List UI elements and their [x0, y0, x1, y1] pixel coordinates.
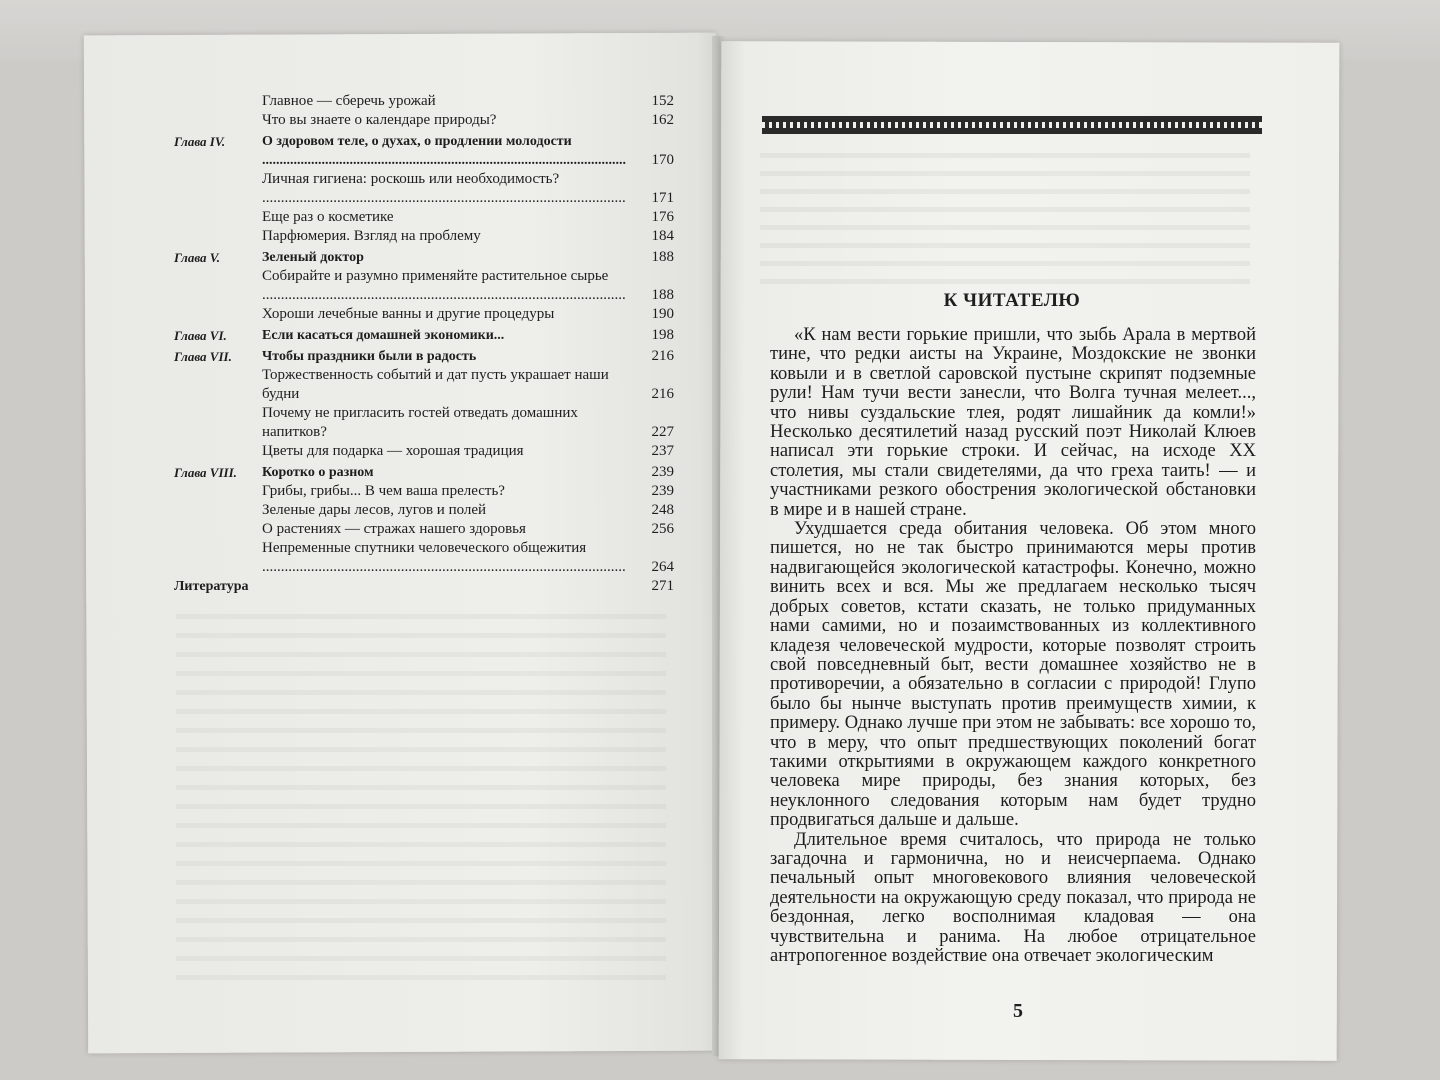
toc-page-number: 248: [651, 502, 674, 518]
toc-entry: [174, 404, 674, 442]
toc-page-number: 237: [651, 443, 674, 459]
toc-leader-dots: [262, 153, 626, 168]
article-body: [770, 326, 1256, 966]
toc-entry: [174, 92, 674, 111]
toc-entry-title: Личная гигиена: роскошь или необходимость?: [262, 171, 560, 187]
decorative-header-border: [762, 116, 1262, 134]
toc-entry-title: Грибы, грибы... В чем ваша прелесть?: [262, 483, 505, 499]
toc-leader-dots: [262, 287, 626, 303]
toc-page-number: 256: [651, 521, 674, 537]
toc-page-number: 162: [651, 112, 674, 128]
toc-entry-title: Цветы для подарка — хорошая традиция: [262, 443, 524, 459]
toc-entry-title: Еще раз о косметике: [262, 209, 394, 225]
toc-entry: [174, 111, 674, 130]
toc-entry-title: Хороши лечебные ванны и другие процедуры: [262, 306, 555, 322]
toc-entry: [174, 267, 674, 305]
toc-entry: [174, 227, 674, 246]
toc-page-number: 176: [651, 209, 674, 225]
toc-entry: [174, 347, 674, 366]
toc-page-number: 216: [651, 386, 674, 402]
toc-entry: [174, 305, 674, 324]
toc-chapter-label: Глава V.: [174, 250, 221, 265]
toc-entry: [174, 248, 674, 267]
toc-entry: [174, 577, 674, 596]
toc-entry-title: О растениях — стражах нашего здоровья: [262, 521, 526, 537]
toc-entry-title: О здоровом теле, о духах, о продлении молодости: [262, 134, 572, 149]
toc-entry-title: Парфюмерия. Взгляд на проблему: [262, 228, 481, 244]
article-paragraph: Длительное время считалось, что природа не только загадочна и гармонична, но и неисчерпаема. Однако печальный опыт многовекового влияния человеческой деятельности на окружающую среду показал, что природа не бездонная, легко восполнимая кладовая — она чувствительна и ранима. На любое отрицательное антропогенное воздействие она отвечает экологическим: [770, 829, 1256, 966]
toc-page-number: 188: [651, 249, 674, 265]
toc-page-number: 216: [651, 348, 674, 364]
toc-entry: [174, 463, 674, 482]
toc-page-number: 271: [651, 578, 674, 594]
toc-page-number: 171: [651, 190, 674, 206]
toc-entry: [174, 170, 674, 208]
toc-entry-title: Зеленый доктор: [262, 250, 364, 265]
toc-leader-dots: [262, 559, 626, 575]
toc-entry: [174, 326, 674, 345]
toc-page-number: 170: [651, 152, 674, 168]
toc-entry: [174, 539, 674, 577]
toc-entry: [174, 442, 674, 461]
toc-page-number: 198: [651, 327, 674, 343]
toc-chapter-label: Глава VII.: [174, 349, 232, 364]
toc-entry: [174, 132, 674, 170]
toc-entry: [174, 520, 674, 539]
toc-page-number: 184: [651, 228, 674, 244]
page-number: 5: [1013, 1000, 1023, 1022]
show-through-text: [760, 140, 1250, 290]
toc-entry: [174, 366, 674, 404]
toc-chapter-label: Глава VI.: [174, 328, 227, 343]
toc-entry-title: Если касаться домашней экономики...: [262, 328, 505, 343]
show-through-text: [176, 600, 666, 980]
toc-entry: [174, 482, 674, 501]
toc-page-number: 239: [651, 483, 674, 499]
toc-entry-title: Непременные спутники человеческого общежития: [262, 540, 587, 556]
table-of-contents: [174, 92, 674, 596]
toc-chapter-label: Глава VIII.: [174, 465, 237, 480]
toc-chapter-label: Глава IV.: [174, 134, 226, 149]
toc-page-number: 227: [651, 424, 674, 440]
toc-entry-title: Коротко о разном: [262, 465, 374, 480]
toc-page-number: 264: [651, 559, 674, 575]
toc-entry: [174, 501, 674, 520]
toc-page-number: 190: [651, 306, 674, 322]
toc-entry-title: Главное — сберечь урожай: [262, 93, 436, 109]
toc-leader-dots: [262, 190, 626, 206]
toc-entry-title: Собирайте и разумно применяйте растительное сырье: [262, 268, 609, 284]
toc-page-number: 239: [651, 464, 674, 480]
article-paragraph: Ухудшается среда обитания человека. Об этом много пишется, но не так быстро принимаются меры против надвигающейся экологической катастрофы. Конечно, можно винить всех и вся. Мы же предлагаем несколько тысяч добрых советов, кстати сказать, не только придуманных нами самими, но и позаимствованных из коллективного кладезя человеческой мудрости, которые позволят строить свой повседневный быт, вести домашнее хозяйство не в противоречии, а обязательно в согласии с природой! Глупо было бы нынче выступать против преимуществ химии, к примеру. Однако лучше при этом не забывать: все хорошо то, что в меру, что опыт предшествующих поколений богат такими открытиями в окружающем каждого конкретного человека мире природы, без знания которых, без неуклонного следования которым нам будет трудно продвигаться дальше и дальше.: [770, 519, 1256, 831]
toc-page-number: 188: [651, 287, 674, 303]
toc-page-number: 152: [651, 93, 674, 109]
toc-entry-title: Зеленые дары лесов, лугов и полей: [262, 502, 487, 518]
toc-entry: [174, 208, 674, 227]
toc-entry-title: Торжественность событий и дат пусть украшает наши будни: [262, 367, 609, 402]
article-paragraph: «К нам вести горькие пришли, что зыбь Арала в мертвой тине, что редки аисты на Украине, Моздокские не звонки ковыли и в светлой саровской пустыне скрипят подземные рули! Нам тучи вести занесли, что Волга тучная мелеет..., что нивы суздальские тлея, родят лишайник да комли!» Несколько десятилетий назад русский поэт Николай Клюев написал эти горькие строки. И сейчас, на исходе XX столетия, мы стали свидетелями, да что греха таить! — и участниками резкого обострения экологической обстановки в мире и в нашей стране.: [770, 325, 1256, 520]
toc-entry-title: Почему не пригласить гостей отведать домашних напитков?: [262, 405, 578, 440]
toc-entry-title: Чтобы праздники были в радость: [262, 349, 477, 364]
toc-entry-title: Литература: [174, 579, 249, 594]
toc-entry-title: Что вы знаете о календаре природы?: [262, 112, 497, 128]
page-heading: К ЧИТАТЕЛЮ: [943, 290, 1081, 311]
